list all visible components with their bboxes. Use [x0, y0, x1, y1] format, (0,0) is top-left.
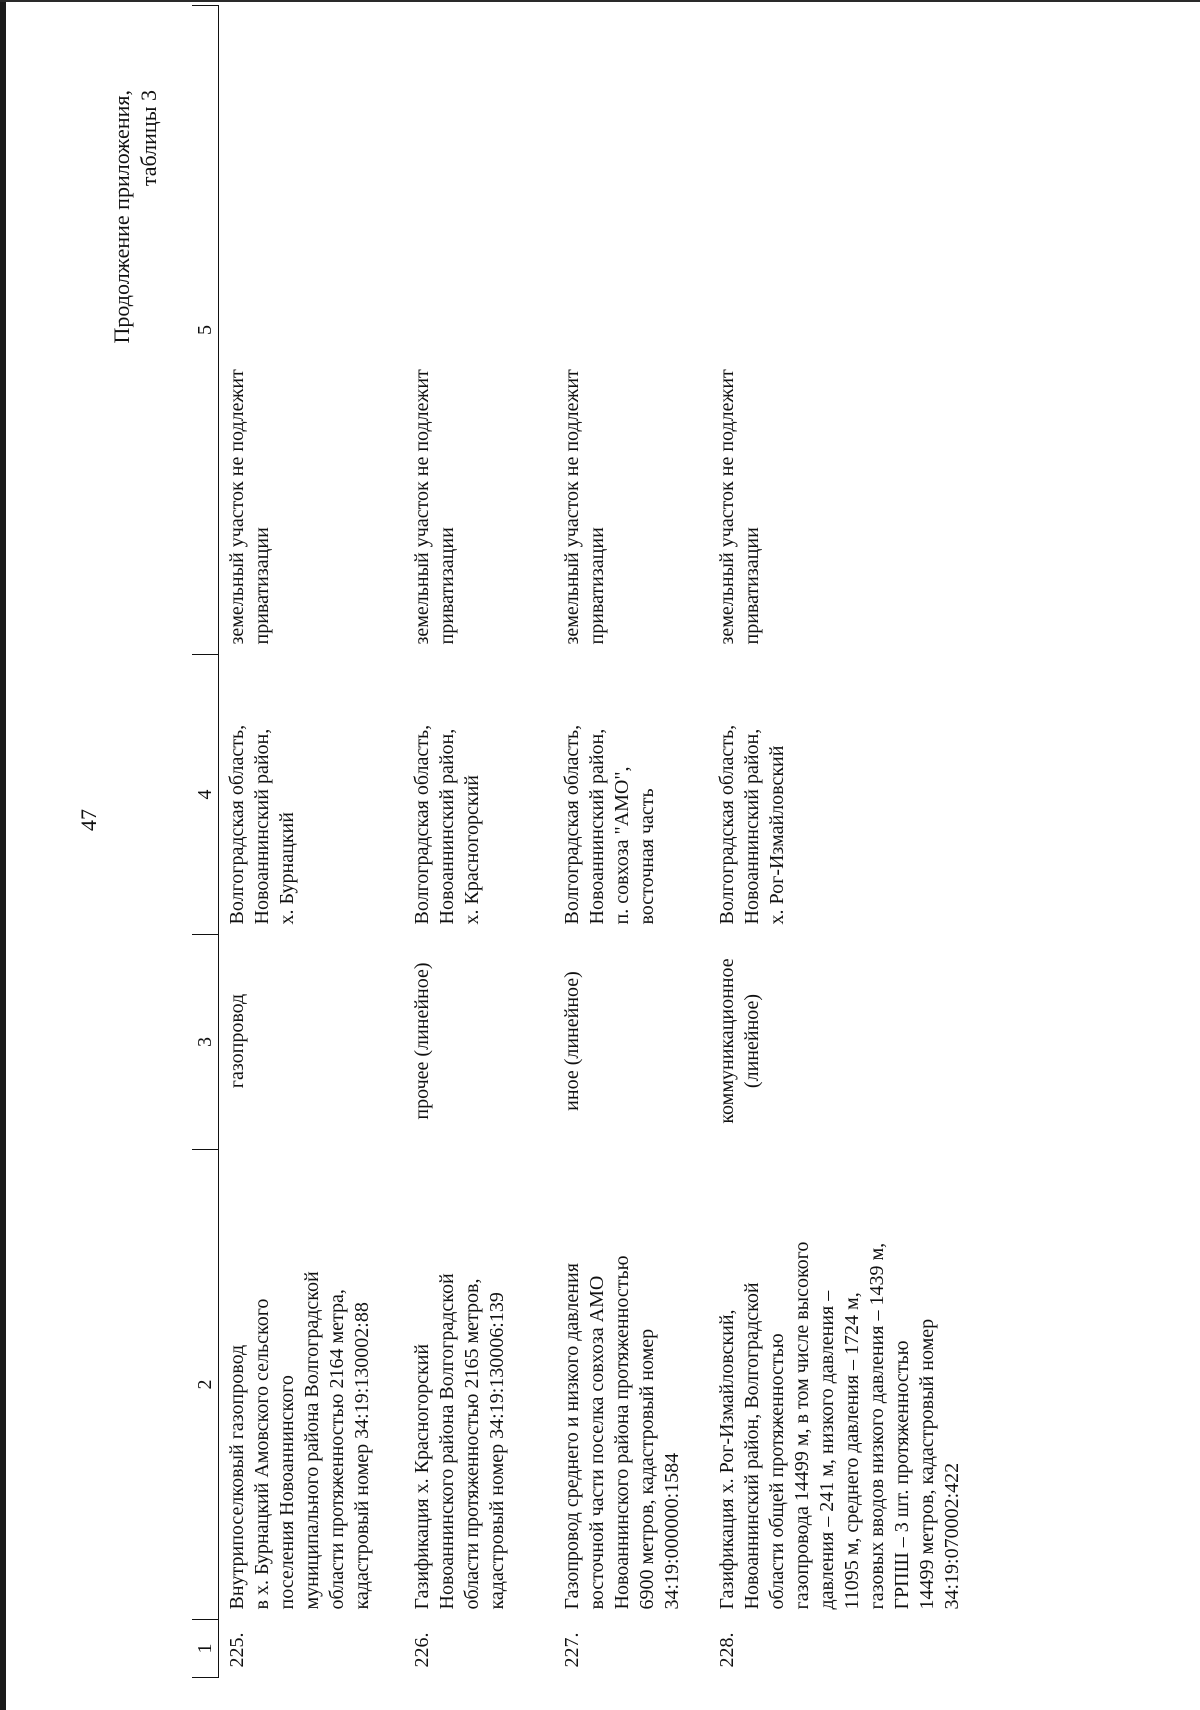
object-type-line: (линейное) [741, 993, 763, 1089]
note-cell [219, 6, 405, 655]
table-row [219, 6, 405, 1678]
object-type-line: газопровод [226, 993, 248, 1089]
row-number: 228. [716, 1632, 738, 1668]
object-name-line: газовых вводов низкого давления – 1439 м, [866, 1242, 888, 1610]
column-header-3: 3 [192, 935, 219, 1150]
object-name-line: поселения Новоаннинского [276, 1375, 298, 1610]
continuation-line-1: Продолжение приложения, [109, 90, 134, 344]
row-number: 225. [226, 1632, 248, 1668]
page-number: 47 [76, 809, 101, 831]
object-name-line: 34:19:070002:422 [941, 1462, 963, 1610]
object-name-line: Новоаннинского района Волгоградской [436, 1273, 458, 1610]
address-line: Новоаннинский район, [586, 728, 608, 925]
object-name-line: Внутрипоселковый газопровод [226, 1344, 248, 1610]
address-line: Волгоградская область, [716, 724, 738, 925]
column-number-row [192, 6, 219, 1678]
object-name-line: газопровода 14499 м, в том числе высокого [791, 1241, 813, 1610]
object-type-cell [709, 935, 979, 1150]
address-line: х. Красногорский [461, 774, 483, 925]
address-line: Новоаннинский район, [741, 728, 763, 925]
note-line: приватизации [586, 527, 608, 645]
table-row [709, 6, 979, 1678]
column-header-5: 5 [192, 6, 219, 655]
note-line: земельный участок не подлежит [411, 369, 433, 645]
row-number: 227. [561, 1632, 583, 1668]
object-name-line: давления – 241 м, низкого давления – [816, 1290, 838, 1610]
address-cell [554, 655, 709, 935]
address-cell [709, 655, 979, 935]
object-type-cell [219, 935, 405, 1150]
objects-table [192, 5, 979, 1678]
address-line: п. совхоза "АМО", [611, 766, 633, 925]
object-type-cell [554, 935, 709, 1150]
object-name-line: ГРПШ – 3 шт. протяженностью [891, 1340, 913, 1610]
object-name-line: Новоаннинский район, Волгоградской [741, 1282, 763, 1610]
scan-top-edge [0, 0, 1200, 2]
table-row [404, 6, 554, 1678]
object-name-line: 14499 метров, кадастровый номер [916, 1318, 938, 1610]
object-type-line: прочее (линейное) [411, 962, 433, 1120]
address-cell [404, 655, 554, 935]
address-line: х. Рог-Измайловский [766, 745, 788, 925]
object-name-line: в х. Бурнацкий Амовского сельского [251, 1298, 273, 1610]
continuation-header [108, 90, 162, 440]
address-line: восточная часть [636, 788, 658, 925]
note-cell [404, 6, 554, 655]
object-name-line: области протяженностью 2165 метров, [461, 1278, 483, 1610]
object-name-line: кадастровый номер 34:19:130002:88 [351, 1302, 373, 1610]
continuation-line-2: таблицы 3 [136, 90, 161, 187]
rotated-page-content [0, 60, 1200, 1710]
row-number: 226. [411, 1632, 433, 1668]
note-cell [554, 6, 709, 655]
address-cell [219, 655, 405, 935]
address-line: Новоаннинский район, [251, 728, 273, 925]
object-name-line: Газификация х. Красногорский [411, 1343, 433, 1610]
note-cell [709, 6, 979, 655]
address-line: Волгоградская область, [561, 724, 583, 925]
object-name-cell [554, 1150, 709, 1620]
object-name-line: Газификация х. Рог-Измайловский, [716, 1309, 738, 1610]
table-row [554, 6, 709, 1678]
object-type-line: коммуникационное [716, 958, 738, 1124]
object-name-line: области общей протяженностью [766, 1333, 788, 1610]
address-line: х. Бурнацкий [276, 812, 298, 925]
address-line: Волгоградская область, [226, 724, 248, 925]
object-name-line: Новоаннинского района протяженностью [611, 1255, 633, 1610]
object-name-line: муниципального района Волгоградской [301, 1271, 323, 1610]
object-name-line: 34:19:000000:1584 [661, 1452, 683, 1610]
object-type-line: иное (линейное) [561, 971, 583, 1111]
object-name-cell [219, 1150, 405, 1620]
object-name-line: кадастровый номер 34:19:130006:139 [486, 1292, 508, 1610]
object-name-cell [404, 1150, 554, 1620]
object-name-line: 11095 м, среднего давления – 1724 м, [841, 1292, 863, 1610]
object-name-line: области протяженностью 2164 метра, [326, 1289, 348, 1610]
address-line: Новоаннинский район, [436, 728, 458, 925]
object-name-line: восточной части поселка совхоза АМО [586, 1275, 608, 1610]
object-name-line: Газопровод среднего и низкого давления [561, 1263, 583, 1610]
note-line: приватизации [436, 527, 458, 645]
column-header-1: 1 [192, 1620, 219, 1678]
note-line: земельный участок не подлежит [716, 369, 738, 645]
note-line: земельный участок не подлежит [561, 369, 583, 645]
object-type-cell [404, 935, 554, 1150]
note-line: земельный участок не подлежит [226, 369, 248, 645]
address-line: Волгоградская область, [411, 724, 433, 925]
note-line: приватизации [741, 527, 763, 645]
column-header-4: 4 [192, 655, 219, 935]
object-name-line: 6900 метров, кадастровый номер [636, 1328, 658, 1610]
column-header-2: 2 [192, 1150, 219, 1620]
note-line: приватизации [251, 527, 273, 645]
object-name-cell [709, 1150, 979, 1620]
